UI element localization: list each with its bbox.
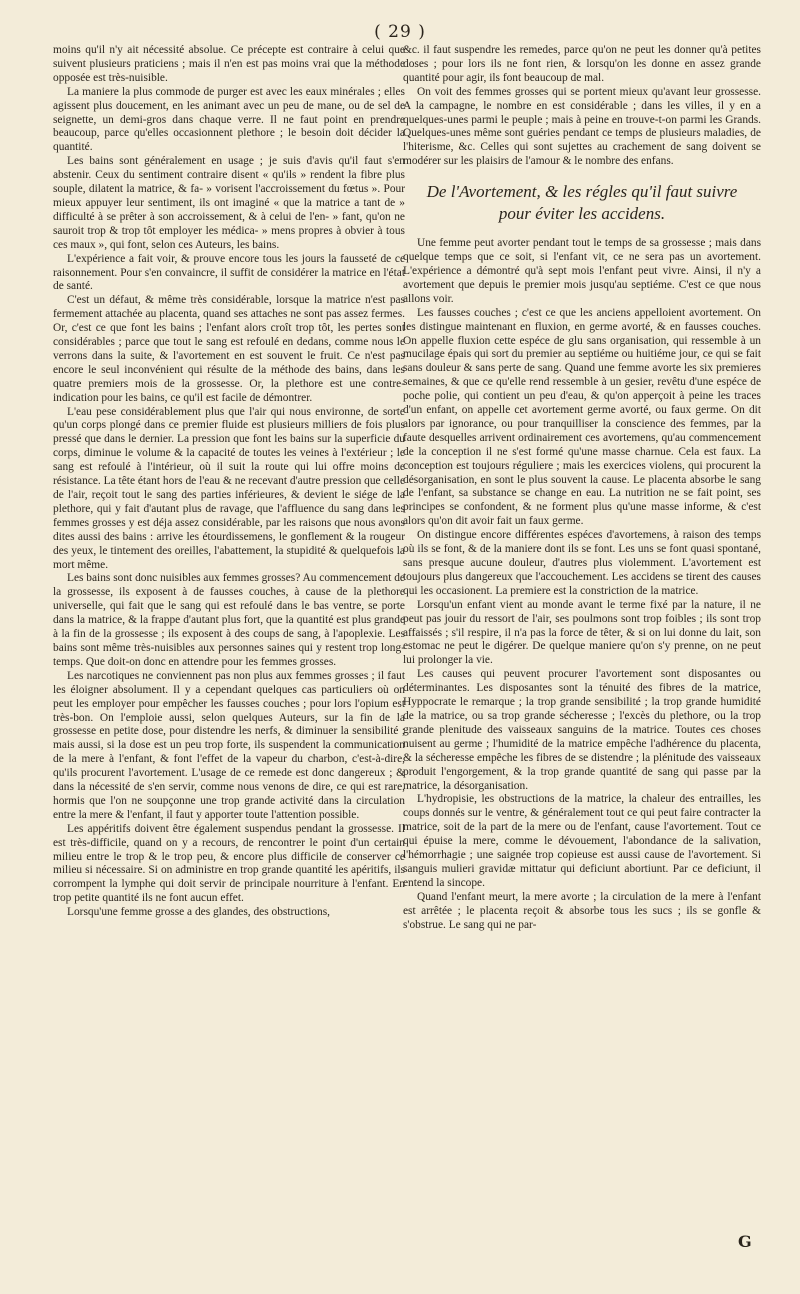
paragraph: L'hydropisie, les obstructions de la matrice, la chaleur des entrailles, les coups donnés sur le ventre, & généralement tout ce qui peut faire contracter la matrice, soit de la part de la mere ou de l'enfant, cause l'avortement. Tout ce qui épuise la mere, comme le dévouement, l'abondance de la salivation, l'hémorrhagie ; une saignée trop copieuse est aussi cause de l'avortement. Si sanguis mulieri gravidæ mittatur qui deficiunt abortiunt. Par ce deficiunt, il entend la sincope. — [403, 793, 761, 889]
paragraph: Les narcotiques ne conviennent pas non plus aux femmes grosses ; il faut les éloigner absolument. Il y a cependant quelques cas particuliers où on peut les employer pour empêcher les fausses couches ; pour lors l'opium est très-bon. On l'emploie aussi, selon quelques Auteurs, sur la fin de la grossesse en petite dose, pour distendre les nerfs, & diminuer la sensibilité ; mais aussi, si la dose est un peu trop forte, ils suspendent la communication de la mere à l'enfant, & font l'effet de la vapeur du charbon, c'est-à-dire, qu'ils procurent l'avortement. L'usage de ce remede est donc dangereux ; & dans la nécessité de s'en servir, comme nous venons de dire, ce qui est rare, hormis que l'on ne soupçonne une trop grande activité dans la circulation entre la mere & l'enfant, il faut y apporter toute l'attention possible. — [53, 669, 405, 821]
paragraph: On voit des femmes grosses qui se portent mieux qu'avant leur grossesse. A la campagne, le nombre en est considérable ; dans les villes, il y en a quelques-unes parmi le peuple ; mais à peine en trouve-t-on parmi les Grands. Quelques-unes même sont guéries pendant ce temps de plusieurs maladies, de l'hiterisme, &c. Celles qui sont sujettes au crachement de sang doivent se modérer sur les plaisirs de l'amour & le nombre des enfans. — [403, 85, 761, 168]
paragraph: C'est un défaut, & même très considérable, lorsque la matrice n'est pas fermement attachée au placenta, quand ses attaches ne sont pas assez fermes. Or, c'est ce que font les bains ; l'enfant alors croît trop tôt, les pertes sont considérables ; parce que tout le sang est refoulé en dedans, comme nous le verrons dans la suite, & l'avortement en est souvent le fruit. Ce n'est pas encore le seul inconvénient qui résulte de la méthode des bains, dans les quatre premiers mois de la grossesse. Or, la plethore est une contre-indication pour les bains, ce qu'il est facile de démontrer. — [53, 294, 405, 404]
signature-mark: G — [738, 1232, 752, 1251]
paragraph: Les appéritifs doivent être également suspendus pendant la grossesse. Il est très-difficile, quand on y a recours, de rencontrer le point d'un certain milieu entre le trop & le trop peu, & encore plus difficile de conserver ce milieu si nécessaire. Si on administre en trop grande quantité les apéritifs, ils corrompent la lymphe qui doit servir de principale nourriture à l'enfant. En trop petite quantité ils ne font aucun effet. — [53, 822, 405, 905]
section-heading-line: De l'Avortement, & les régles qu'il faut suivre — [426, 182, 738, 202]
paragraph: Lorsqu'une femme grosse a des glandes, des obstructions, — [67, 906, 331, 919]
paragraph: La maniere la plus commode de purger est avec les eaux minérales ; elles agissent plus doucement, en les animant avec un peu de mane, ou de sel de seignette, un demi-gros dans chaque verre. Il ne faut point en prendre beaucoup, parce qu'elles occasionnent plethore ; le besoin doit décider la quantité. — [53, 85, 405, 154]
paragraph: moins qu'il n'y ait nécessité absolue. Ce précepte est contraire à celui que suivent plusieurs praticiens ; mais il n'en est pas moins vrai que la méthode opposée est très-nuisible. — [53, 44, 405, 84]
paragraph: L'eau pese considérablement plus que l'air qui nous environne, de sorte qu'un corps plongé dans ce premier fluide est plusieurs milliers de fois plus pressé que dans le dernier. La pression que font les bains sur la superficie du corps, diminue le volume & la capacité de toutes les veines à l'extérieur ; le sang est refoulé à l'intérieur, où il suit la route qui lui offre moins de résistance. La tête étant hors de l'eau & ne recevant d'autre pression que celle de l'air, reçoit tout le sang des parties inférieures, & devient le siége de la plethore, qui y fait d'autant plus de ravage, que l'affluence du sang dans les femmes grosses y est déja assez considérable, par les raisons que nous avons dites aussi des bains : arrive les étourdissemens, le gonflement & la rougeur des yeux, le tintement des oreilles, l'abattement, la stupidité & quelquefois la mort même. — [53, 405, 405, 571]
paragraph: Lorsqu'un enfant vient au monde avant le terme fixé par la nature, il ne peut pas jouir du ressort de l'air, ses poulmons sont trop foibles ; ils sont trop affaissés ; s'il respire, il n'a pas la force de têter, & si on lui donne du lait, son estomac ne peut le digérer. De quelque maniere qu'on s'y prenne, on ne peut lui prolonger la vie. — [403, 598, 761, 667]
paragraph: Une femme peut avorter pendant tout le temps de sa grossesse ; mais dans quelque temps que ce soit, si l'enfant vit, ce ne sera pas un avortement. L'expérience a démontré qu'à sept mois l'enfant peut vivre. Ainsi, il n'y a avortement que depuis le premier mois jusqu'au septiéme. C'est ce que nous allons voir. — [403, 237, 761, 305]
section-heading-line: pour éviter les accidens. — [498, 204, 666, 224]
paragraph: Les causes qui peuvent procurer l'avortement sont disposantes ou déterminantes. Les disposantes sont la ténuité des fibres de la matrice, Hyppocrate le remarque ; la trop grande sensibilité ; la trop grande humidité de la matrice, ou sa trop grande sécheresse ; l'excès du plethore, ou la trop grande plenitude des vaisseaux sanguins de la matrice. Toutes ces choses nuisent au germe ; l'humidité de la matrice empêche l'adhérence du placenta, & la sécheresse empêche les fibres de se distendre ; la plénitude des vaisseaux produit l'engorgement, & la trop grande quantité de sang qui passe par la matrice, la désorganisation. — [403, 668, 761, 792]
paragraph: &c. il faut suspendre les remedes, parce qu'on ne peut les donner qu'à petites doses ; pour lors ils ne font rien, & lorsqu'on les donne en assez grande quantité pour agir, ils font beaucoup de mal. — [403, 44, 761, 84]
paragraph: Les bains sont donc nuisibles aux femmes grosses? Au commencement de la grossesse, ils exposent à de fausses couches, à cause de la plethore universelle, qui fait que le sang qui est refoulé dans le bas ventre, se porte dans la matrice, & la frappe d'autant plus fort, que la quantité est plus grande à la fin de la grossesse ; ils exposent à des coups de sang, à l'apoplexie. Les bains sont même très-nuisibles aux personnes saines qui y restent trop long-temps. Que doit-on donc en attendre pour les femmes grosses. — [53, 572, 405, 668]
section-heading — [403, 181, 761, 225]
right-column — [403, 44, 761, 932]
paragraph: Les bains sont généralement en usage ; je suis d'avis qu'il faut s'en abstenir. Ceux du sentiment contraire disent « qu'ils » rendent la fibre plus souple, dilatent la matrice, & fa- » vorisent l'accroissement du fœtus ». Pour mieux appuyer leur sentiment, ils ont imaginé « que la matrice a tant de » difficulté à se prêter à son accroissement, & à celui de l'en- » fant, qu'on ne sauroit trop & trop tôt employer les médica- » mens propres à obvier à tous ces maux », qui font, selon ces Auteurs, les bains. — [53, 155, 405, 251]
left-column — [53, 44, 405, 920]
paragraph: Quand l'enfant meurt, la mere avorte ; la circulation de la mere à l'enfant est arrêtée ; le placenta reçoit & absorbe tous les sucs ; ils se gonfle & s'obstrue. Le sang qui ne par- — [403, 890, 761, 931]
paragraph: Les fausses couches ; c'est ce que les anciens appelloient avortement. On les distingue maintenant en fluxion, en germe avorté, & en fausses couches. On appelle fluxion cette espéce de glu sans organisation, qui ressemble à un mucilage épais qui sort du premier au septiéme ou huitiéme jour, ce qui se fait sans douleur & sans perte de sang. Quand une femme avorte les six premieres semaines, & que ce qu'elle rend ressemble à un gesier, revêtu d'une espéce de poche polie, qui contient un peu d'eau, & qu'on apperçoit à peine les traces d'un enfant, on appelle cet avortement germe avorté, ou faux germe. On dit alors par ignorance, ou pour tranquilliser la conscience des femmes, par la faute desquelles arrivent ordinairement ces avortemens, qu'au commencement de la conception il ne s'est formé qu'une masse charnue. Cela est faux. La conception est toujours réguliere ; mais les exercices violens, qui procurent la désorganisation, en sont le plus souvent la cause. Le placenta absorbe le sang de l'enfant, sa substance se change en eau. La nutrition ne se fait point, ses principes se confondent, & ne forment plus qu'une masse informe, & c'est alors qu'on dit avoir fait un faux germe. — [403, 306, 761, 528]
page-number: ( 29 ) — [374, 22, 426, 42]
paragraph: L'expérience a fait voir, & prouve encore tous les jours la fausseté de ce raisonnement. Pour s'en convaincre, il suffit de considérer la matrice en l'état de santé. — [53, 252, 405, 293]
paragraph: On distingue encore différentes espéces d'avortemens, à raison des temps où ils se font, & de la maniere dont ils se font. Les uns se font quasi spontané, sans presque aucune douleur, d'autres plus violemment. L'avortement est toujours plus dangereux que l'accouchement. Les accidens se tirent des causes qui les occasionent. La premiere est la constriction de la matrice. — [403, 529, 761, 597]
